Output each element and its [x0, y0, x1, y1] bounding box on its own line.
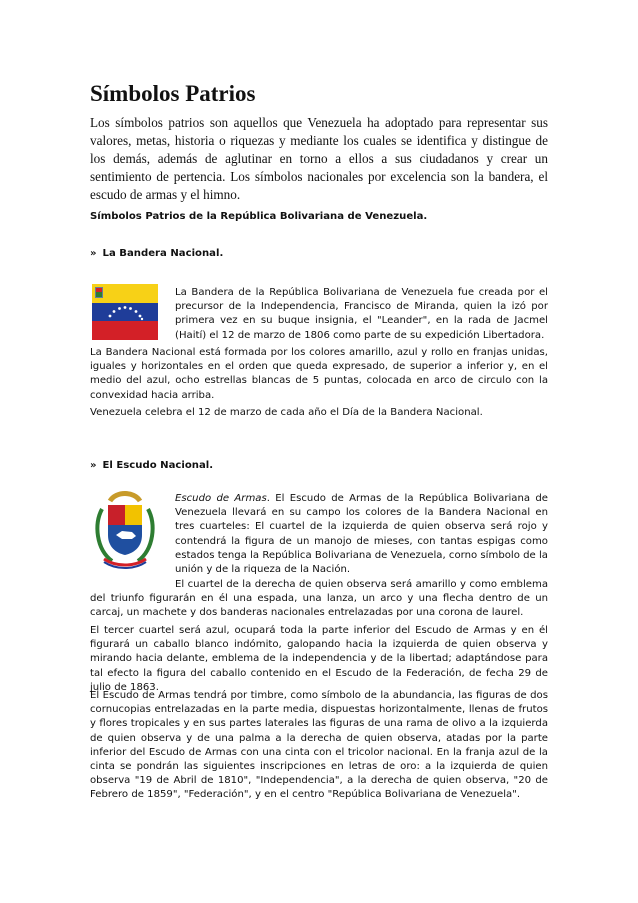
section-subtitle: Símbolos Patrios de la República Bolivariana de Venezuela.: [90, 211, 428, 222]
coat-graphic: [92, 489, 158, 571]
coat-heading: [90, 459, 548, 473]
flag-paragraph-2: La Bandera Nacional está formada por los colores amarillo, azul y rollo en franjas unidas, iguales y horizontales en el orden que queda expresado, de superior a inferior y, en el medio del azul, ocho estrellas blancas de 5 puntas, colocada en arco de circulo con la convexidad hacia arriba.: [90, 347, 548, 401]
flag-heading: [90, 247, 548, 261]
bullet-marker: »: [90, 248, 97, 259]
flag-paragraph-3: Venezuela celebra el 12 de marzo de cada año el Día de la Bandera Nacional.: [90, 407, 483, 418]
coat-paragraph-3: El tercer cuartel será azul, ocupará toda la parte inferior del Escudo de Armas y en él figurará un caballo blanco indómito, galopando hacia la izquierda de quien observa y mirando hacia delante, emblema de la independencia y de la libertad; adaptándose para tal efecto la figura del caballo contenido en el Escudo de la Federación, de fecha 29 de julio de 1863.: [90, 625, 548, 693]
coat-paragraph-2: [90, 578, 548, 621]
bullet-marker: »: [90, 460, 97, 471]
coat-paragraph-4: El Escudo de Armas tendrá por timbre, como símbolo de la abundancia, las figuras de dos cornucopias entrelazadas en la parte media, dispuestas horizontalmente, llenas de frutos y flores tropicales y en sus partes laterales las figuras de una rama de olivo a la izquierda de quien observa y de una palma a la derecha de quien observa, atadas por la parte inferior del Escudo de Armas con una cinta con el tricolor nacional. En la franja azul de la cinta se pondrán las siguientes inscripciones en letras de oro: a la izquierda de quien observa "19 de Abril de 1810", "Independencia", a la derecha de quien observa, "20 de Febrero de 1859", "Federación", y en el centro "República Bolivariana de Venezuela".: [90, 690, 548, 801]
venezuelan-coat-of-arms-image: [92, 489, 158, 571]
flag-graphic: [92, 284, 158, 340]
coat-paragraph-1-rest: . El Escudo de Armas de la República Bolivariana de Venezuela llevará en su campo los colores de la Bandera Nacional en tres cuarteles: El cuartel de la izquierda de quien observa será rojo y contendrá la figura de un manojo de mieses, con tantas espigas como estados tenga la República Bolivariana de Venezuela, corno símbolo de la unión y de la riqueza de la Nación.: [175, 493, 548, 576]
coat-paragraph-1: [175, 492, 548, 577]
coat-paragraph-2-text: El cuartel de la derecha de quien observa será amarillo y como emblema del triunfo figurarán en él una espada, una lanza, un arco y una flecha dentro de un carcaj, un machete y dos banderas nacionales entrelazadas por una corona de laurel.: [90, 579, 548, 619]
flag-paragraph-1: La Bandera de la República Bolivariana de Venezuela fue creada por el precursor de la Independencia, Francisco de Miranda, quien la izó por primera vez en su buque insignia, el "Leander", en la rada de Jacmel (Haití) el 12 de marzo de 1806 como parte de su expedición Libertadora.: [175, 287, 548, 341]
page-title: Símbolos Patrios: [90, 81, 256, 106]
coat-heading-text: El Escudo Nacional.: [102, 460, 214, 471]
intro-paragraph: Los símbolos patrios son aquellos que Venezuela ha adoptado para representar sus valores, metas, historia o riquezas y mediante los cuales se identifica y distingue de los demás, además de aglutinar en torno a ellos a sus ciudadanos y crear un sentimiento de pertencia. Los símbolos nacionales por excelencia son la bandera, el escudo de armas y el himno.: [90, 115, 548, 202]
flag-heading-text: La Bandera Nacional.: [102, 248, 224, 259]
venezuelan-flag-image: [92, 284, 158, 340]
coat-paragraph-1-italic: Escudo de Armas: [175, 493, 267, 504]
